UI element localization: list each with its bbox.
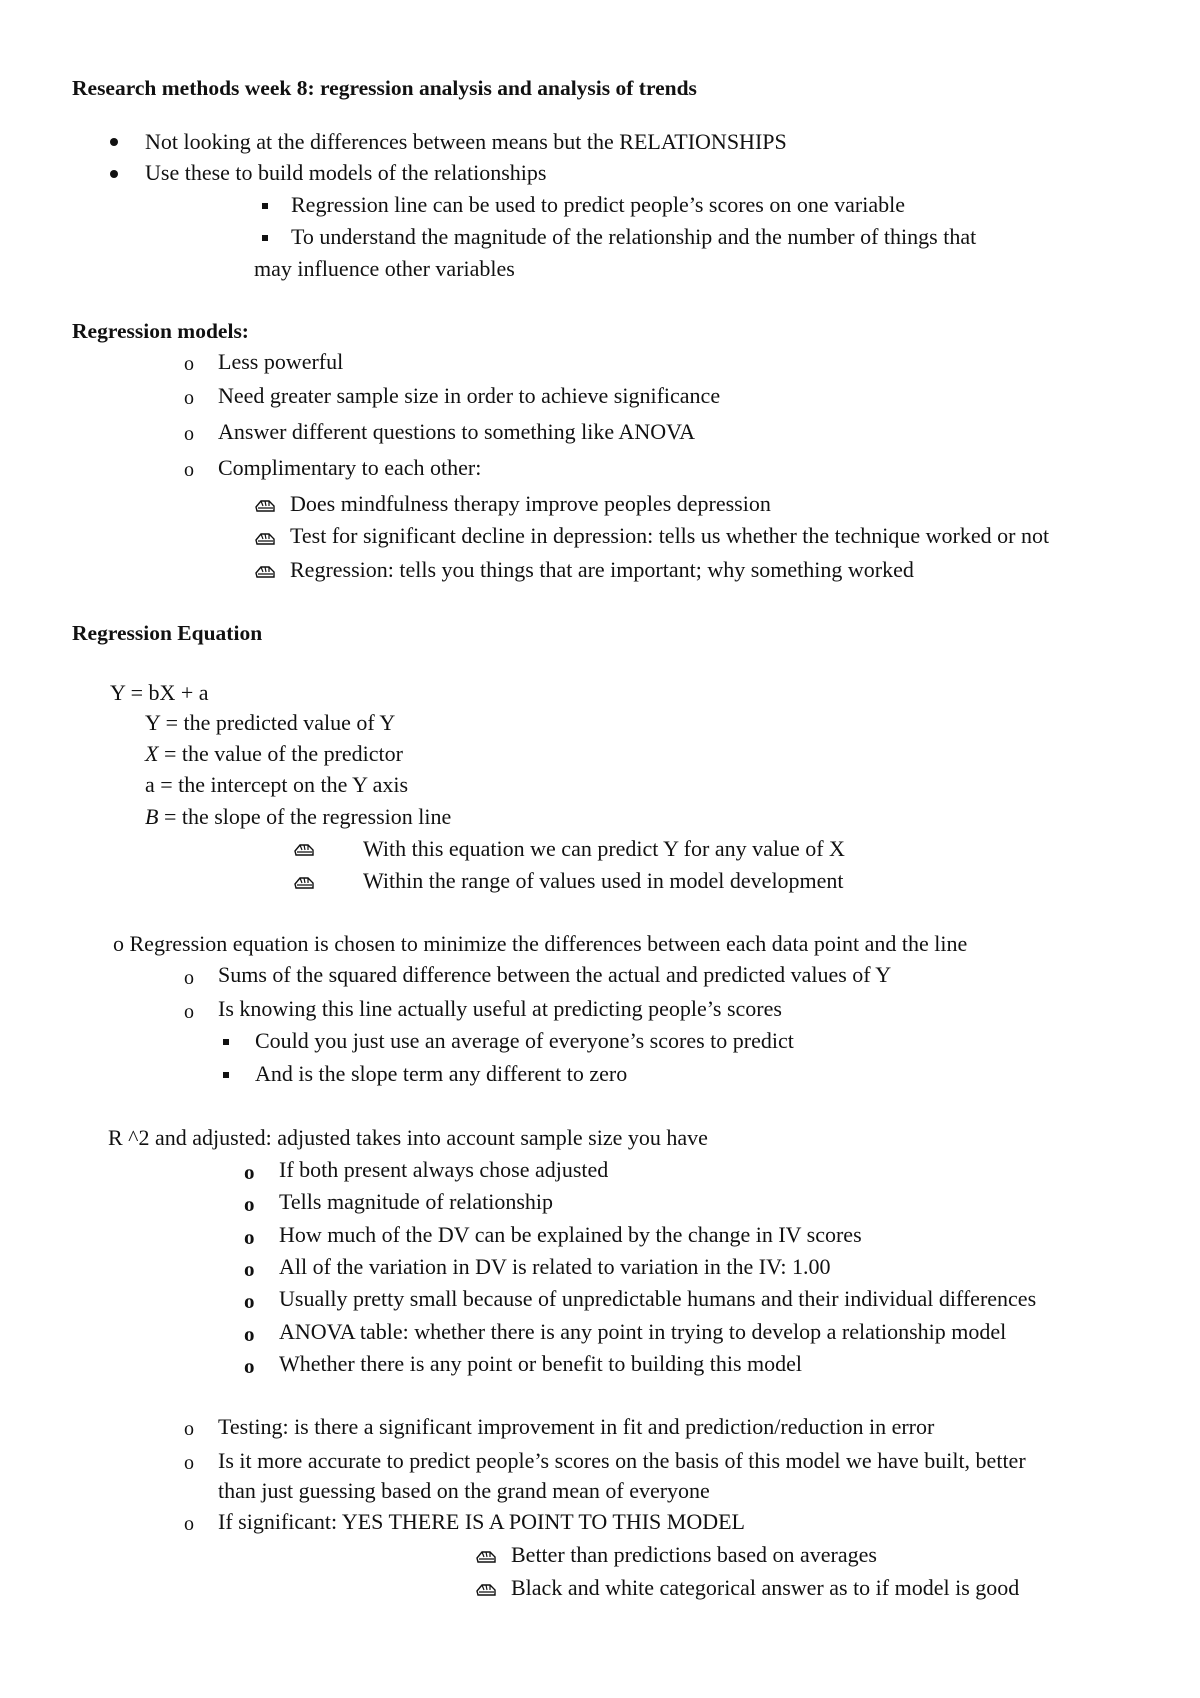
- bullet-square: [223, 1072, 229, 1078]
- bullet-circle: o: [184, 1001, 194, 1023]
- bullet-circle: o: [244, 1289, 255, 1313]
- list-item: Whether there is any point or benefit to building this model: [279, 1351, 802, 1376]
- bullet-circle: o: [244, 1257, 255, 1281]
- list-item: And is the slope term any different to zero: [255, 1061, 628, 1086]
- section-heading: Regression Equation: [72, 621, 263, 645]
- equation-definition: B = the slope of the regression line: [145, 804, 452, 829]
- equation-definition: X = the value of the predictor: [145, 741, 403, 766]
- hand-pointing-icon: [254, 563, 276, 581]
- bullet-dot: [110, 138, 118, 146]
- list-item: Testing: is there a significant improvement in fit and prediction/reduction in error: [218, 1414, 935, 1439]
- hand-pointing-icon: [254, 497, 276, 515]
- bullet-circle: o: [184, 1513, 194, 1535]
- bullet-square: [223, 1039, 229, 1045]
- bullet-square: [262, 203, 268, 209]
- list-item: To understand the magnitude of the relationship and the number of things that: [291, 224, 977, 249]
- bullet-square: [262, 235, 268, 241]
- list-item: Need greater sample size in order to achieve significance: [218, 383, 721, 408]
- list-item: If significant: YES THERE IS A POINT TO THIS MODEL: [218, 1509, 745, 1534]
- list-item: Complimentary to each other:: [218, 455, 482, 480]
- hand-pointing-icon: [475, 1548, 497, 1566]
- equation-formula: Y = bX + a: [110, 680, 209, 705]
- bullet-circle: o: [184, 459, 194, 481]
- list-item: If both present always chose adjusted: [279, 1157, 609, 1182]
- bullet-circle: o: [184, 387, 194, 409]
- list-item: Use these to build models of the relationships: [145, 160, 547, 185]
- list-item: Could you just use an average of everyone’s scores to predict: [255, 1028, 794, 1053]
- bullet-circle: o: [244, 1322, 255, 1346]
- list-item: Sums of the squared difference between the actual and predicted values of Y: [218, 962, 892, 987]
- list-item: Better than predictions based on averages: [511, 1542, 877, 1567]
- list-item: Does mindfulness therapy improve peoples depression: [290, 491, 771, 516]
- list-item: How much of the DV can be explained by the change in IV scores: [279, 1222, 862, 1247]
- hand-pointing-icon: [293, 841, 315, 859]
- section-heading: Regression models:: [72, 319, 249, 343]
- bullet-circle: o: [244, 1192, 255, 1216]
- bullet-circle: o: [184, 423, 194, 445]
- list-item: Tells magnitude of relationship: [279, 1189, 554, 1214]
- bullet-circle: o: [244, 1225, 255, 1249]
- list-item: Regression line can be used to predict people’s scores on one variable: [291, 192, 905, 217]
- list-item: Black and white categorical answer as to if model is good: [511, 1575, 1020, 1600]
- page-title: Research methods week 8: regression analysis and analysis of trends: [72, 76, 697, 100]
- bullet-circle: o: [244, 1160, 255, 1184]
- list-item: All of the variation in DV is related to variation in the IV: 1.00: [279, 1254, 831, 1279]
- list-item: o Regression equation is chosen to minimize the differences between each data point and the line: [113, 931, 968, 956]
- list-item-continuation: may influence other variables: [254, 256, 515, 281]
- list-item: With this equation we can predict Y for any value of X: [363, 836, 845, 861]
- bullet-circle: o: [244, 1354, 255, 1378]
- hand-pointing-icon: [475, 1581, 497, 1599]
- list-item: Less powerful: [218, 349, 344, 374]
- list-item: Not looking at the differences between means but the RELATIONSHIPS: [145, 129, 787, 154]
- hand-pointing-icon: [254, 530, 276, 548]
- section-heading: R ^2 and adjusted: adjusted takes into account sample size you have: [108, 1125, 708, 1150]
- bullet-circle: o: [184, 353, 194, 375]
- list-item: Is it more accurate to predict people’s scores on the basis of this model we have built, better: [218, 1448, 1026, 1473]
- list-item: ANOVA table: whether there is any point in trying to develop a relationship model: [279, 1319, 1007, 1344]
- list-item-continuation: than just guessing based on the grand mean of everyone: [218, 1478, 710, 1503]
- bullet-circle: o: [184, 1418, 194, 1440]
- list-item: Usually pretty small because of unpredictable humans and their individual differences: [279, 1286, 1037, 1311]
- list-item: Test for significant decline in depression: tells us whether the technique worked or not: [290, 523, 1050, 548]
- equation-definition: a = the intercept on the Y axis: [145, 772, 409, 797]
- hand-pointing-icon: [293, 874, 315, 892]
- bullet-circle: o: [184, 967, 194, 989]
- list-item: Within the range of values used in model development: [363, 868, 844, 893]
- equation-definition: Y = the predicted value of Y: [145, 710, 396, 735]
- bullet-dot: [110, 170, 118, 178]
- list-item: Regression: tells you things that are important; why something worked: [290, 557, 914, 582]
- list-item: Is knowing this line actually useful at predicting people’s scores: [218, 996, 782, 1021]
- bullet-circle: o: [184, 1452, 194, 1474]
- list-item: Answer different questions to something like ANOVA: [218, 419, 696, 444]
